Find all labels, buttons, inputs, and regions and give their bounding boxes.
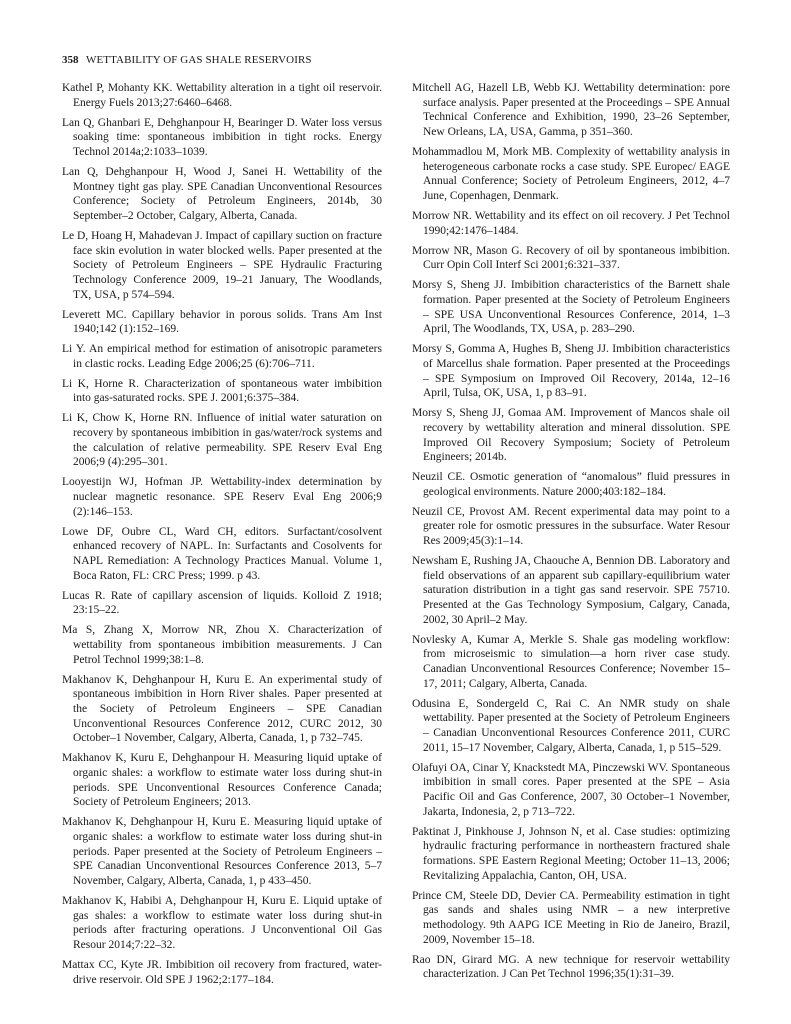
reference-entry: Makhanov K, Habibi A, Dehghanpour H, Kuru E. Liquid uptake of gas shales: a workflow to estimate water loss during shut-in periods after fracturing operations. J Unconventional Oil Gas Resour 2014;7:22–32. [62,894,382,952]
reference-entry: Makhanov K, Dehghanpour H, Kuru E. Measuring liquid uptake of organic shales: a workflow to estimate water loss during shut-in periods. Paper presented at the Society of Petroleum Engineers – SPE Canadian Unconventional Resources Conference 2013, 5–7 November, Calgary, Alberta, Canada, 1, p 433–450. [62,816,382,888]
reference-entry: Odusina E, Sondergeld C, Rai C. An NMR study on shale wettability. Paper presented at the Society of Petroleum Engineers – Canadian Unconventional Resources Conference 2011, CURC 2011, 15–17 November, Calgary, Alberta, Canada, 1, p 515–529. [412,697,730,754]
reference-entry: Morrow NR. Wettability and its effect on oil recovery. J Pet Technol 1990;42:1476–1484. [412,210,730,237]
reference-entry: Leverett MC. Capillary behavior in porous solids. Trans Am Inst 1940;142 (1):152–169. [62,308,382,336]
reference-entry: Neuzil CE, Provost AM. Recent experimental data may point to a greater role for osmotic pressures in the subsurface. Water Resour Res 2009;45(3):1–14. [412,505,730,548]
reference-entry: Mattax CC, Kyte JR. Imbibition oil recovery from fractured, water-drive reservoir. Old SPE J 1962;2:177–184. [62,958,382,986]
references-left-column [62,81,382,993]
reference-entry: Li K, Chow K, Horne RN. Influence of initial water saturation on recovery by spontaneous imbibition in gas/water/rock systems and the calculation of relative permeability. SPE Reserv Eval Eng 2006;9 (4):295–301. [62,412,382,469]
reference-entry: Morsy S, Sheng JJ, Gomaa AM. Improvement of Mancos shale oil recovery by wettability alteration and mineral dissolution. SPE Improved Oil Recovery Symposium; Society of Petroleum Engineers; 2014b. [412,407,730,464]
reference-entry: Li Y. An empirical method for estimation of anisotropic parameters in clastic rocks. Leading Edge 2006;25 (6):706–711. [62,343,382,370]
reference-entry: Rao DN, Girard MG. A new technique for reservoir wettability characterization. J Can Pet Technol 1996;35(1):31–39. [412,953,730,981]
page-header [62,54,312,66]
reference-entry: Le D, Hoang H, Mahadevan J. Impact of capillary suction on fracture face skin evolution in water blocked wells. Paper presented at the Society of Petroleum Engineers – SPE Hydraulic Fracturing Technology Conference 2009, 19–21 January, The Woodlands, TX, USA, p 574–594. [62,229,382,301]
reference-entry: Makhanov K, Dehghanpour H, Kuru E. An experimental study of spontaneous imbibition in Horn River shales. Paper presented at the Society of Petroleum Engineers – SPE Canadian Unconventional Resources Conference 2012, CURC 2012, 30 October–1 November, Calgary, Alberta, Canada, 1, p 732–745. [62,673,382,745]
references-right-column [412,81,730,987]
reference-entry: Mohammadlou M, Mork MB. Complexity of wettability analysis in heterogeneous carbonate rocks a case study. SPE Europec/ EAGE Annual Conference; Society of Petroleum Engineers, 2012, 4–7 June, Copenhagen, Denmark. [412,146,730,203]
reference-entry: Lucas R. Rate of capillary ascension of liquids. Kolloid Z 1918; 23:15–22. [62,589,382,617]
reference-entry: Looyestijn WJ, Hofman JP. Wettability-index determination by nuclear magnetic resonance. SPE Reserv Eval Eng 2006;9 (2):146–153. [62,476,382,518]
reference-entry: Lan Q, Ghanbari E, Dehghanpour H, Bearinger D. Water loss versus soaking time: spontaneous imbibition in tight rocks. Energy Technol 2014a;2:1033–1039. [62,116,382,158]
reference-entry: Makhanov K, Kuru E, Dehghanpour H. Measuring liquid uptake of organic shales: a workflow to estimate water loss during shut-in periods. SPE Unconventional Resources Conference Canada; Society of Petroleum Engineers; 2013. [62,752,382,809]
reference-entry: Mitchell AG, Hazell LB, Webb KJ. Wettability determination: pore surface analysis. Paper presented at the Proceedings – SPE Annual Technical Conference and Exhibition, 1990, 23–26 September, New Orleans, LA, USA, Gamma, p 351–360. [412,82,730,139]
reference-entry: Li K, Horne R. Characterization of spontaneous water imbibition into gas-saturated rocks. SPE J. 2001;6:375–384. [62,377,382,405]
reference-entry: Paktinat J, Pinkhouse J, Johnson N, et al. Case studies: optimizing hydraulic fracturing performance in northeastern fractured shale formations. SPE Eastern Regional Meeting; October 11–13, 2006; Revitalizing Appalachia, Canton, OH, USA. [412,825,730,882]
reference-entry: Kathel P, Mohanty KK. Wettability alteration in a tight oil reservoir. Energy Fuels 2013;27:6460–6468. [62,82,382,109]
reference-entry: Morsy S, Sheng JJ. Imbibition characteristics of the Barnett shale formation. Paper presented at the Society of Petroleum Engineers – SPE USA Unconventional Resources Conference, 2014, 1–3 April, The Woodlands, TX, USA, p. 283–290. [412,279,730,336]
reference-entry: Prince CM, Steele DD, Devier CA. Permeability estimation in tight gas sands and shales using NMR – a new interpretive methodology. 9th AAPG ICE Meeting in Rio de Janeiro, Brazil, 2009, November 15–18. [412,889,730,946]
reference-entry: Newsham E, Rushing JA, Chaouche A, Bennion DB. Laboratory and field observations of an apparent sub capillary-equilibrium water saturation distribution in a tight gas sand reservoir. SPE 75710. Presented at the Gas Technology Symposium, Calgary, Canada, 2002, 30 April–2 May. [412,555,730,626]
reference-entry: Lan Q, Dehghanpour H, Wood J, Sanei H. Wettability of the Montney tight gas play. SPE Canadian Unconventional Resources Conference; Society of Petroleum Engineers, 2014b, 30 September–2 October, Calgary, Alberta, Canada. [62,165,382,222]
reference-entry: Morrow NR, Mason G. Recovery of oil by spontaneous imbibition. Curr Opin Coll Interf Sci 2001;6:321–337. [412,244,730,272]
running-title: WETTABILITY OF GAS SHALE RESERVOIRS [86,54,312,66]
reference-entry: Morsy S, Gomma A, Hughes B, Sheng JJ. Imbibition characteristics of Marcellus shale formation. Paper presented at the Proceedings – SPE Symposium on Improved Oil Recovery, 2014a, 12–16 April, Tulsa, OK, USA, 1, p 83–91. [412,343,730,400]
reference-entry: Neuzil CE. Osmotic generation of “anomalous” fluid pressures in geological environments. Nature 2000;403:182–184. [412,471,730,498]
reference-entry: Lowe DF, Oubre CL, Ward CH, editors. Surfactant/cosolvent enhanced recovery of NAPL. In: Surfactants and Cosolvents for NAPL Remediation: A Technology Practices Manual. Volume 1, Boca Raton, FL: CRC Press; 1999. p 43. [62,525,382,582]
page-number: 358 [62,54,79,66]
reference-entry: Ma S, Zhang X, Morrow NR, Zhou X. Characterization of wettability from spontaneous imbibition measurements. J Can Petrol Technol 1999;38:1–8. [62,624,382,666]
reference-entry: Olafuyi OA, Cinar Y, Knackstedt MA, Pinczewski WV. Spontaneous imbibition in small cores. Paper presented at the SPE – Asia Pacific Oil and Gas Conference, 2007, 30 October–1 November, Jakarta, Indonesia, 2, p 713–722. [412,761,730,818]
reference-entry: Novlesky A, Kumar A, Merkle S. Shale gas modeling workflow: from microseismic to simulation—a horn river case study. Canadian Unconventional Resources Conference; November 15–17, 2011; Calgary, Alberta, Canada. [412,633,730,690]
